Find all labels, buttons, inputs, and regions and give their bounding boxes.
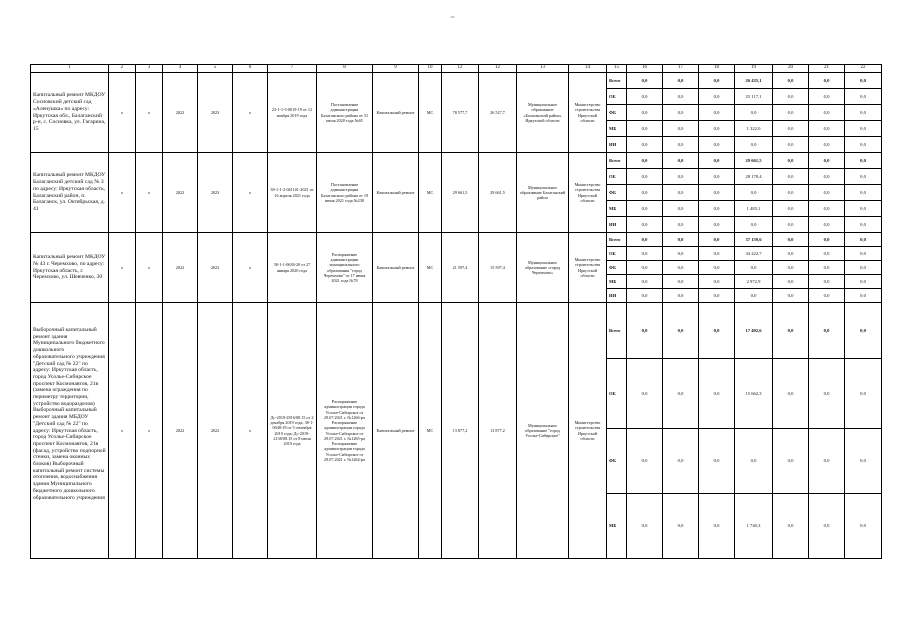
funding-value: 0,0 <box>627 153 663 169</box>
funding-value: 0,0 <box>735 429 773 494</box>
funding-value: 0,0 <box>627 201 663 217</box>
funding-value: 0,0 <box>773 303 809 359</box>
cell-c7: 38-1-1-2-041101-2021 от 16 апреля 2021 года <box>268 153 317 233</box>
cell-c13: Муниципальное образование «город Черемхово» <box>517 233 569 303</box>
cell-c13: Муниципальное образование «Балаганский район» Иркутской области <box>517 73 569 153</box>
funding-value: 0,0 <box>845 359 882 429</box>
funding-value: 0,0 <box>663 261 699 275</box>
funding-value: 0,0 <box>809 289 845 303</box>
funding-value: 0,0 <box>845 169 882 185</box>
cell-c4: 2022 <box>163 303 198 559</box>
funding-value: 0,0 <box>699 261 735 275</box>
funding-value: 0,0 <box>663 185 699 201</box>
cell-c2: х <box>109 303 136 559</box>
funding-source: Всего <box>607 73 627 89</box>
funding-value: 0,0 <box>699 275 735 289</box>
funding-source: ИИ <box>607 217 627 233</box>
funding-value: 0,0 <box>627 89 663 105</box>
cell-c14: Министерство строительства Иркутской области <box>569 233 607 303</box>
cell-c3: х <box>136 233 163 303</box>
cell-c11: 13 877,2 <box>442 303 479 559</box>
object-name: Капитальный ремонт МКДОУ Сосновский детский сад «Аленушка» по адресу: Иркутская обл., Балаганский р-н, с. Сосновка, ул. Гагарина, 15 <box>31 73 109 153</box>
cell-c9: Капитальный ремонт <box>373 233 419 303</box>
funding-value: 0,0 <box>845 233 882 247</box>
funding-value: 0,0 <box>845 73 882 89</box>
funding-value: 0,0 <box>627 233 663 247</box>
funding-value: 0,0 <box>699 289 735 303</box>
funding-value: 0,0 <box>845 247 882 261</box>
funding-value: 0,0 <box>663 137 699 153</box>
cell-c14: Министерство строительства Иркутской области <box>569 153 607 233</box>
cell-c7: Дс-2019-2816/08.15 от 2 декабря 2019 года; 38-1-0048-19 от 5 сентября 2019 года; Дс-2019-2138/08.15 от 8 июля 2019 года <box>268 303 317 559</box>
funding-value: 0,0 <box>773 217 809 233</box>
funding-source: МБ <box>607 121 627 137</box>
funding-source: ФБ <box>607 429 627 494</box>
funding-value: 0,0 <box>845 105 882 121</box>
funding-value: 0,0 <box>809 233 845 247</box>
object-name: Выборочный капитальный ремонт здания Муниципального бюджетного дошкольного образовательного учреждения "Детский сад № 22" по адресу: Иркутская область, город Усолье-Сибирское проспект Космонавтов, 21в (замена ограждения по периметру территории, устройство водоразделов) Выборочный капитальный ремонт здания МБДОУ "Детский сад № 22" по адресу: Иркутская область, город Усолье-Сибирское проспект Космонавтов, 21в (фасад, устройство подпорной стенки, замена оконных блоков) Выборочный капитальный ремонт системы отопления, водоснабжения здания Муниципального бюджетного дошкольного образовательного учреждения <box>31 303 109 559</box>
funding-value: 0,0 <box>845 217 882 233</box>
funding-value: 0,0 <box>773 137 809 153</box>
cell-c11: 78 577,7 <box>442 73 479 153</box>
column-header: 14 <box>569 65 607 73</box>
funding-value: 0,0 <box>699 185 735 201</box>
cell-c10: МС <box>419 233 442 303</box>
funding-value: 25 117,1 <box>735 89 773 105</box>
funding-value: 0,0 <box>809 137 845 153</box>
funding-value: 0,0 <box>773 429 809 494</box>
funding-value: 0,0 <box>663 217 699 233</box>
funding-value: 0,0 <box>773 185 809 201</box>
funding-value: 0,0 <box>663 303 699 359</box>
table-row <box>31 303 882 359</box>
funding-value: 0,0 <box>773 201 809 217</box>
funding-value: 0,0 <box>699 429 735 494</box>
funding-value: 0,0 <box>809 89 845 105</box>
cell-c8: Распоряжение администрации муниципального образования "город Черемхово" от 17 июня 2021 года №78 <box>317 233 373 303</box>
funding-value: 26 435,1 <box>735 73 773 89</box>
column-header: 15 <box>607 65 627 73</box>
cell-c2: х <box>109 233 136 303</box>
cell-c13: Муниципальное образование Балаганский район <box>517 153 569 233</box>
funding-value: 0,0 <box>809 153 845 169</box>
funding-value: 0,0 <box>663 153 699 169</box>
funding-value: 0,0 <box>773 494 809 559</box>
funding-value: 0,0 <box>845 121 882 137</box>
funding-value: 0,0 <box>735 289 773 303</box>
funding-value: 0,0 <box>809 185 845 201</box>
funding-value: 0,0 <box>627 105 663 121</box>
funding-value: 0,0 <box>773 169 809 185</box>
funding-value: 0,0 <box>663 89 699 105</box>
funding-value: 17 402,6 <box>735 303 773 359</box>
table-row <box>31 73 882 89</box>
funding-value: 28 178,4 <box>735 169 773 185</box>
funding-source: ФБ <box>607 261 627 275</box>
funding-source: ИИ <box>607 137 627 153</box>
funding-value: 0,0 <box>773 153 809 169</box>
funding-value: 0,0 <box>845 429 882 494</box>
funding-value: 0,0 <box>663 247 699 261</box>
cell-c7: 38-1-1-0638-20 от 27 января 2020 года <box>268 233 317 303</box>
column-header: 20 <box>773 65 809 73</box>
funding-value: 0,0 <box>699 137 735 153</box>
funding-value: 0,0 <box>735 137 773 153</box>
cell-c6: х <box>233 73 268 153</box>
cell-c10: МС <box>419 153 442 233</box>
funding-value: 0,0 <box>663 105 699 121</box>
column-header: 2 <box>109 65 136 73</box>
funding-value: 0,0 <box>773 289 809 303</box>
funding-value: 0,0 <box>627 185 663 201</box>
funding-value: 0,0 <box>627 359 663 429</box>
funding-value: 0,0 <box>845 494 882 559</box>
cell-c6: х <box>233 303 268 559</box>
funding-value: 0,0 <box>735 185 773 201</box>
funding-value: 0,0 <box>663 73 699 89</box>
funding-value: 29 661,5 <box>735 153 773 169</box>
cell-c12: 26 527,7 <box>479 73 517 153</box>
funding-value: 0,0 <box>627 494 663 559</box>
column-header: 1 <box>31 65 109 73</box>
cell-c8: Постановление администрации Балаганского района от 19 июня 2021 года №238 <box>317 153 373 233</box>
funding-value: 0,0 <box>809 105 845 121</box>
cell-c12: 29 661,5 <box>479 153 517 233</box>
column-header: 19 <box>735 65 773 73</box>
column-header: 18 <box>699 65 735 73</box>
funding-value: 0,0 <box>663 169 699 185</box>
column-header: 22 <box>845 65 882 73</box>
cell-c13: Муниципальное образование "город Усолье-Сибирское" <box>517 303 569 559</box>
funding-value: 0,0 <box>663 233 699 247</box>
cell-c4: 2022 <box>163 73 198 153</box>
cell-c3: х <box>136 153 163 233</box>
cell-c5: 2022 <box>198 303 233 559</box>
funding-value: 0,0 <box>627 275 663 289</box>
funding-source: ИИ <box>607 289 627 303</box>
funding-value: 0,0 <box>663 359 699 429</box>
column-header: 17 <box>663 65 699 73</box>
column-header: 12 <box>442 65 479 73</box>
funding-value: 0,0 <box>627 169 663 185</box>
cell-c5: 2023 <box>198 233 233 303</box>
cell-c4: 2022 <box>163 153 198 233</box>
funding-value: 34 222,7 <box>735 247 773 261</box>
cell-c6: х <box>233 153 268 233</box>
funding-value: 0,0 <box>773 233 809 247</box>
funding-value: 1 740,3 <box>735 494 773 559</box>
column-header-row <box>31 65 882 73</box>
cell-c2: х <box>109 153 136 233</box>
funding-value: 0,0 <box>735 105 773 121</box>
funding-value: 0,0 <box>809 494 845 559</box>
funding-value: 1 483,1 <box>735 201 773 217</box>
object-name: Капитальный ремонт МКДОУ Балаганский детский сад № 3 по адресу: Иркутская область, Балаганский район, п. Балаганск, ул. Октябрьская, д. 41 <box>31 153 109 233</box>
funding-value: 37 159,6 <box>735 233 773 247</box>
funding-value: 0,0 <box>845 289 882 303</box>
funding-value: 0,0 <box>809 275 845 289</box>
funding-value: 0,0 <box>809 201 845 217</box>
funding-value: 0,0 <box>627 247 663 261</box>
funding-value: 0,0 <box>773 121 809 137</box>
funding-value: 0,0 <box>809 261 845 275</box>
funding-value: 0,0 <box>845 275 882 289</box>
funding-value: 0,0 <box>699 233 735 247</box>
cell-c9: Капитальный ремонт <box>373 73 419 153</box>
funding-value: 0,0 <box>627 73 663 89</box>
funding-value: 0,0 <box>627 217 663 233</box>
cell-c9: Капитальный ремонт <box>373 303 419 559</box>
cell-c12: 15 597,4 <box>479 233 517 303</box>
funding-value: 0,0 <box>809 247 845 261</box>
funding-value: 0,0 <box>773 261 809 275</box>
column-header: 13 <box>517 65 569 73</box>
funding-value: 0,0 <box>663 275 699 289</box>
funding-value: 0,0 <box>699 105 735 121</box>
column-header: 16 <box>627 65 663 73</box>
cell-c10: МС <box>419 303 442 559</box>
funding-value: 0,0 <box>699 201 735 217</box>
cell-c5: 2023 <box>198 73 233 153</box>
funding-value: 0,0 <box>627 429 663 494</box>
column-header: 8 <box>317 65 373 73</box>
column-header: 21 <box>809 65 845 73</box>
funding-value: 0,0 <box>699 73 735 89</box>
funding-source: ОБ <box>607 169 627 185</box>
funding-value: 0,0 <box>735 217 773 233</box>
funding-value: 0,0 <box>663 289 699 303</box>
funding-source: Всего <box>607 303 627 359</box>
funding-source: ОБ <box>607 89 627 105</box>
funding-value: 0,0 <box>663 201 699 217</box>
column-header: 3 <box>136 65 163 73</box>
funding-source: ФБ <box>607 185 627 201</box>
funding-value: 0,0 <box>845 261 882 275</box>
cell-c5: 2023 <box>198 153 233 233</box>
funding-value: 0,0 <box>845 153 882 169</box>
funding-value: 0,0 <box>699 303 735 359</box>
funding-source: Всего <box>607 153 627 169</box>
funding-source: ФБ <box>607 105 627 121</box>
funding-value: 0,0 <box>699 217 735 233</box>
funding-value: 0,0 <box>773 247 809 261</box>
funding-value: 0,0 <box>663 494 699 559</box>
funding-value: 0,0 <box>845 89 882 105</box>
funding-value: 0,0 <box>773 73 809 89</box>
funding-value: 0,0 <box>809 217 845 233</box>
cell-c6: х <box>233 233 268 303</box>
cell-c14: Министерство строительства Иркутской области <box>569 303 607 559</box>
column-header: 9 <box>373 65 419 73</box>
funding-value: 0,0 <box>663 429 699 494</box>
column-header: 5 <box>198 65 233 73</box>
funding-value: 0,0 <box>809 73 845 89</box>
funding-value: 0,0 <box>773 105 809 121</box>
cell-c2: х <box>109 73 136 153</box>
cell-c7: 23-1-1-5-0019-19 от 12 ноября 2019 года <box>268 73 317 153</box>
funding-value: 0,0 <box>773 359 809 429</box>
funding-value: 0,0 <box>735 261 773 275</box>
table-row <box>31 233 882 247</box>
cell-c10: МС <box>419 73 442 153</box>
cell-c14: Министерство строительства Иркутской области <box>569 73 607 153</box>
funding-value: 0,0 <box>699 89 735 105</box>
funding-value: 0,0 <box>845 201 882 217</box>
funding-value: 0,0 <box>773 275 809 289</box>
funding-value: 0,0 <box>809 429 845 494</box>
funding-value: 0,0 <box>809 121 845 137</box>
funding-value: 15 662,3 <box>735 359 773 429</box>
column-header: 7 <box>268 65 317 73</box>
funding-value: 0,0 <box>627 121 663 137</box>
cell-c8: Постановление администрации Балаганского района от 31 июля 2020 года №65 <box>317 73 373 153</box>
funding-value: 1 322,0 <box>735 121 773 137</box>
funding-value: 0,0 <box>773 89 809 105</box>
funding-value: 0,0 <box>627 261 663 275</box>
investment-table <box>30 64 882 559</box>
funding-value: 0,0 <box>845 303 882 359</box>
funding-value: 0,0 <box>627 303 663 359</box>
funding-source: МБ <box>607 275 627 289</box>
funding-value: 0,0 <box>845 185 882 201</box>
column-header: 10 <box>419 65 442 73</box>
funding-value: 0,0 <box>627 289 663 303</box>
cell-c4: 2022 <box>163 233 198 303</box>
column-header: 6 <box>233 65 268 73</box>
funding-value: 0,0 <box>699 121 735 137</box>
funding-value: 0,0 <box>699 169 735 185</box>
cell-c3: х <box>136 303 163 559</box>
funding-value: 0,0 <box>699 359 735 429</box>
page-number: "" <box>450 17 455 22</box>
funding-value: 0,0 <box>699 153 735 169</box>
funding-value: 0,0 <box>627 137 663 153</box>
funding-value: 0,0 <box>699 494 735 559</box>
funding-value: 0,0 <box>809 359 845 429</box>
cell-c11: 21 597,4 <box>442 233 479 303</box>
column-header: 12 <box>479 65 517 73</box>
cell-c8: Распоряжение администрации города Усолье-Сибирское от 29.07.2021 г. №1266-ра Распоряжение администрации города Усолье-Сибирское от 29.07.2021 г. №1265-ра Распоряжение администрации города Усолье-Сибирское от 29.07.2021 г. №1264-ра <box>317 303 373 559</box>
funding-value: 0,0 <box>809 169 845 185</box>
funding-source: МБ <box>607 494 627 559</box>
cell-c11: 29 661,5 <box>442 153 479 233</box>
cell-c3: х <box>136 73 163 153</box>
column-header: 4 <box>163 65 198 73</box>
funding-value: 0,0 <box>663 121 699 137</box>
funding-value: 0,0 <box>699 247 735 261</box>
cell-c12: 13 877,2 <box>479 303 517 559</box>
funding-source: Всего <box>607 233 627 247</box>
cell-c9: Капитальный ремонт <box>373 153 419 233</box>
funding-source: ОБ <box>607 247 627 261</box>
table-row <box>31 153 882 169</box>
funding-value: 0,0 <box>809 303 845 359</box>
funding-source: ОБ <box>607 359 627 429</box>
funding-value: 0,0 <box>845 137 882 153</box>
funding-value: 2 972,9 <box>735 275 773 289</box>
object-name: Капитальный ремонт МКДОУ № 43 г. Черемхово, по адресу: Иркутская область, г. Черемхово, ул. Шевченко, 30 <box>31 233 109 303</box>
funding-source: МБ <box>607 201 627 217</box>
